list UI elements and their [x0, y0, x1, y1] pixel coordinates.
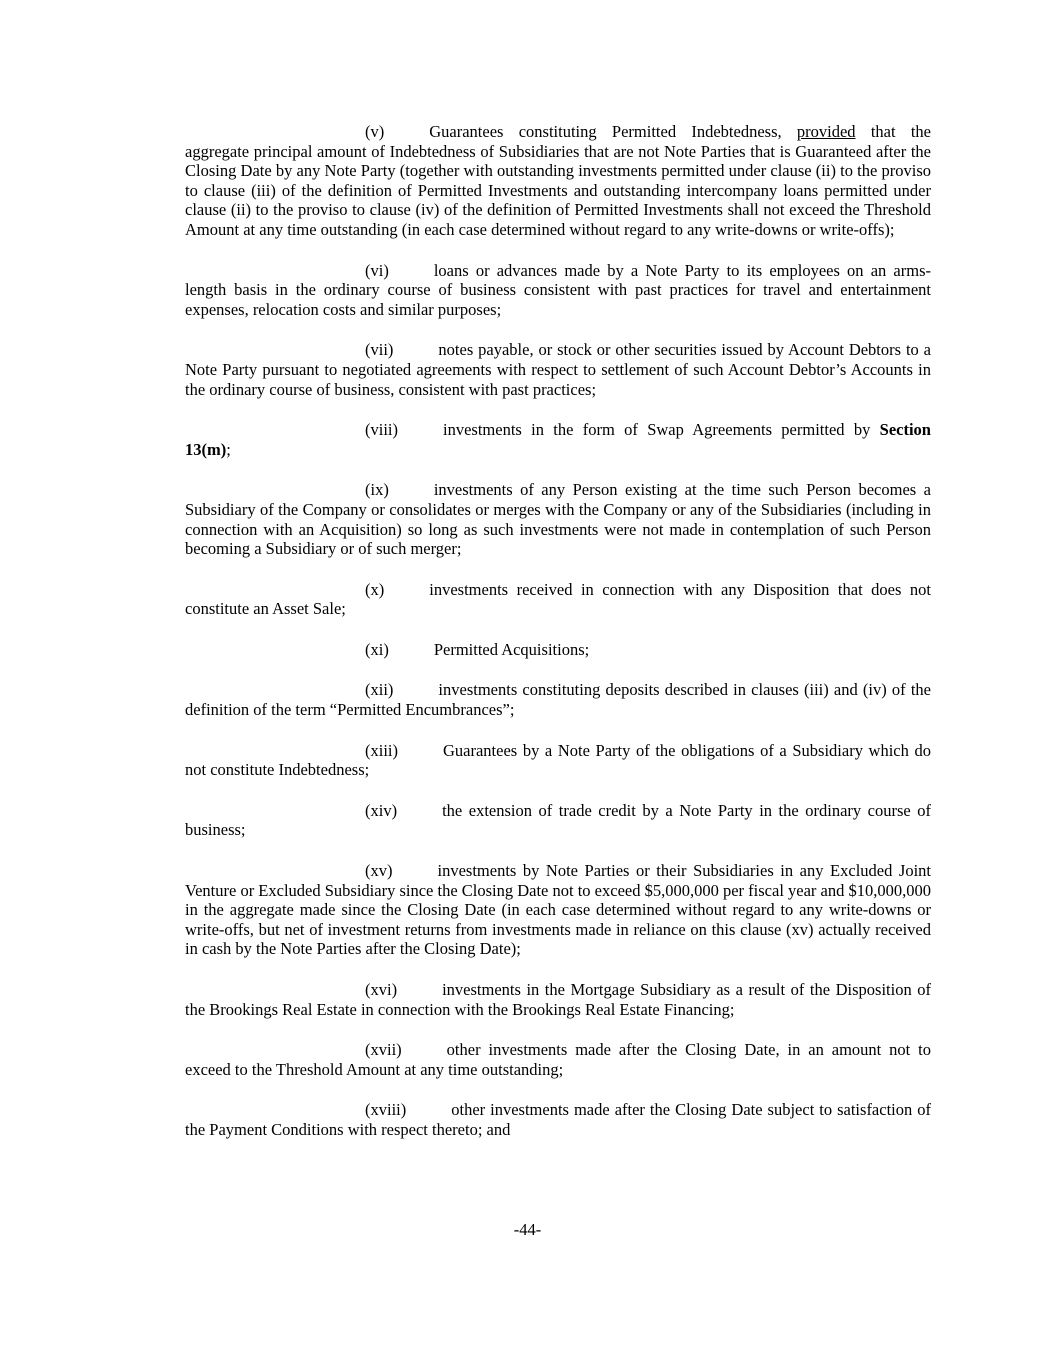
- clause-number: (vii): [365, 340, 394, 360]
- clause-paragraph: [185, 861, 931, 959]
- clause-text: that the aggregate principal amount of Indebtedness of Subsidiaries that are not Note Parties that is Guaranteed after the Closing Date by any Note Party (together with outstanding investments permitted under clause (ii) to the proviso to clause (iii) of the definition of Permitted Investments and outstanding intercompany loans permitted under clause (ii) to the proviso to clause (iv) of the definition of Permitted Investments shall not exceed the Threshold Amount at any time outstanding (in each case determined without regard to any write-downs or write-offs);: [185, 122, 931, 239]
- clause-number: (xii): [365, 680, 394, 700]
- clause-text: investments of any Person existing at the time such Person becomes a Subsidiary of the Company or consolidates or merges with the Company or any of the Subsidiaries (including in connection with an Acquisition) so long as such investments were not made in contemplation of such Person becoming a Subsidiary or of such merger;: [185, 480, 931, 559]
- clause-paragraph: [185, 420, 931, 459]
- clause-number: (ix): [365, 480, 389, 500]
- clause-number: (xviii): [365, 1100, 407, 1120]
- document-body: [185, 122, 931, 1161]
- clause-number: (viii): [365, 420, 398, 440]
- clause-number: (xiv): [365, 800, 398, 820]
- clause-paragraph: [185, 261, 931, 320]
- clause-paragraph: [185, 480, 931, 558]
- clause-paragraph: [185, 801, 931, 840]
- clause-text: other investments made after the Closing Date, in an amount not to exceed to the Threshold Amount at any time outstanding;: [185, 1040, 931, 1079]
- clause-paragraph: [185, 741, 931, 780]
- clause-text: investments in the form of Swap Agreements permitted by: [443, 420, 880, 440]
- clause-text: the extension of trade credit by a Note Party in the ordinary course of business;: [185, 800, 931, 840]
- clause-number: (xv): [365, 861, 393, 881]
- clause-paragraph: [185, 640, 931, 660]
- clause-number: (vi): [365, 260, 389, 280]
- page-footer: [0, 1220, 1055, 1240]
- clause-text: other investments made after the Closing Date subject to satisfaction of the Payment Conditions with respect thereto; and: [185, 1100, 931, 1139]
- clause-text: Permitted Acquisitions;: [433, 639, 590, 659]
- clause-text: investments constituting deposits described in clauses (iii) and (iv) of the definition of the term “Permitted Encumbrances”;: [185, 680, 931, 720]
- clause-text: ;: [226, 439, 231, 459]
- clause-number: (xvi): [365, 980, 398, 999]
- clause-text: investments by Note Parties or their Subsidiaries in any Excluded Joint Venture or Excluded Subsidiary since the Closing Date not to exceed $5,000,000 per fiscal year and $10,000,000 in the aggregate made since the Closing Date (in each case determined without regard to any write-downs or write-offs, but net of investment returns from investments made in reliance on this clause (xv) actually received in cash by the Note Parties after the Closing Date);: [185, 861, 931, 959]
- clause-paragraph: [185, 680, 931, 719]
- clause-text: investments in the Mortgage Subsidiary as a result of the Disposition of the Brookings Real Estate in connection with the Brookings Real Estate Financing;: [185, 980, 931, 1019]
- clause-number: (v): [365, 122, 385, 141]
- clause-text: loans or advances made by a Note Party to its employees on an arms-length basis in the ordinary course of business consistent with past practices for travel and entertainment expenses, relocation costs and similar purposes;: [185, 260, 931, 319]
- clause-paragraph: [185, 980, 931, 1019]
- clause-text: Guarantees by a Note Party of the obligations of a Subsidiary which do not constitute Indebtedness;: [185, 740, 931, 780]
- clause-paragraph: [185, 122, 931, 240]
- clause-text: Guarantees constituting Permitted Indebtedness,: [429, 122, 797, 141]
- clause-text: investments received in connection with any Disposition that does not constitute an Asset Sale;: [185, 579, 931, 619]
- clause-text: notes payable, or stock or other securities issued by Account Debtors to a Note Party pursuant to negotiated agreements with respect to settlement of such Account Debtor’s Accounts in the ordinary course of business, consistent with past practices;: [185, 340, 931, 399]
- clause-text-bold: Section 13(m): [185, 420, 931, 459]
- clause-number: (x): [365, 579, 385, 599]
- clause-number: (xvii): [365, 1040, 402, 1060]
- clause-paragraph: [185, 1100, 931, 1139]
- clause-paragraph: [185, 580, 931, 619]
- clause-number: (xiii): [365, 740, 398, 760]
- clause-text-underlined: provided: [796, 122, 856, 141]
- clause-paragraph: [185, 1040, 931, 1079]
- clause-number: (xi): [365, 639, 389, 659]
- page-number: -44-: [513, 1220, 542, 1239]
- clause-paragraph: [185, 340, 931, 399]
